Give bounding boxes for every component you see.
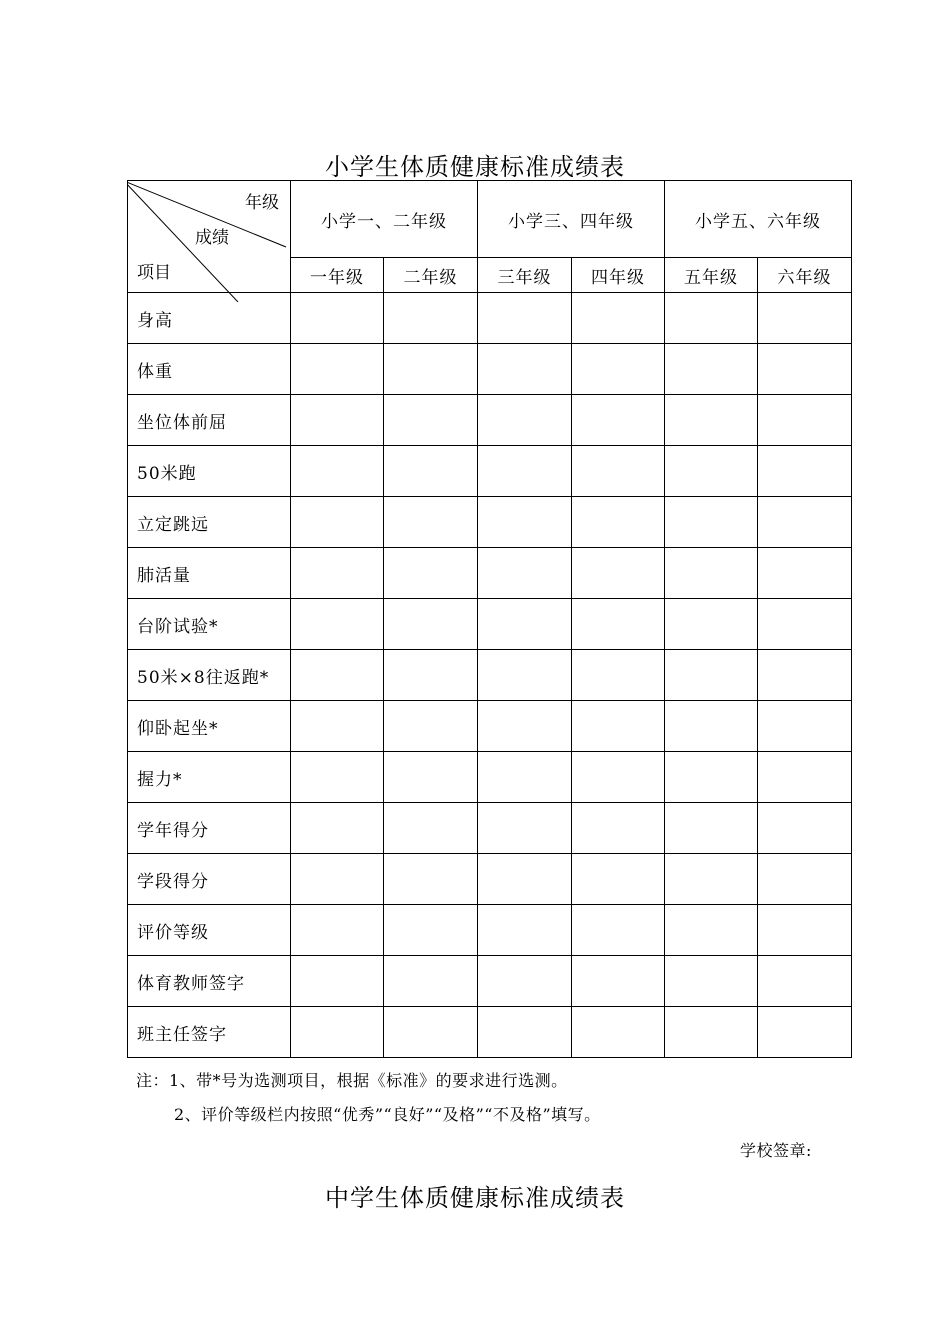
score-cell[interactable] <box>478 497 572 548</box>
score-cell[interactable] <box>384 293 478 344</box>
score-cell[interactable] <box>384 803 478 854</box>
row-label: 50米跑 <box>128 446 291 497</box>
score-cell[interactable] <box>478 650 572 701</box>
year-header: 五年级 <box>665 258 758 293</box>
table-row <box>128 548 852 599</box>
score-cell[interactable] <box>758 599 852 650</box>
score-cell[interactable] <box>291 905 384 956</box>
score-cell[interactable] <box>291 344 384 395</box>
year-header: 三年级 <box>478 258 572 293</box>
row-label: 50米×8往返跑* <box>128 650 291 701</box>
score-cell[interactable] <box>665 650 758 701</box>
score-cell[interactable] <box>665 752 758 803</box>
score-cell[interactable] <box>291 854 384 905</box>
score-cell[interactable] <box>572 293 665 344</box>
table-row <box>128 956 852 1007</box>
row-label: 握力* <box>128 752 291 803</box>
score-cell[interactable] <box>478 1007 572 1058</box>
score-cell[interactable] <box>384 905 478 956</box>
score-cell[interactable] <box>572 701 665 752</box>
score-cell[interactable] <box>478 905 572 956</box>
score-cell[interactable] <box>758 344 852 395</box>
corner-item-label: 项目 <box>137 263 171 283</box>
score-table <box>127 180 852 1058</box>
score-cell[interactable] <box>665 599 758 650</box>
score-cell[interactable] <box>478 344 572 395</box>
score-cell[interactable] <box>291 752 384 803</box>
score-cell[interactable] <box>758 497 852 548</box>
score-cell[interactable] <box>291 1007 384 1058</box>
score-cell[interactable] <box>572 497 665 548</box>
row-label: 立定跳远 <box>128 497 291 548</box>
row-label: 台阶试验* <box>128 599 291 650</box>
year-header: 六年级 <box>758 258 852 293</box>
table-row <box>128 446 852 497</box>
score-cell[interactable] <box>758 803 852 854</box>
table-row <box>128 701 852 752</box>
score-cell[interactable] <box>291 599 384 650</box>
score-cell[interactable] <box>758 956 852 1007</box>
table-row <box>128 854 852 905</box>
score-cell[interactable] <box>758 650 852 701</box>
score-cell[interactable] <box>384 446 478 497</box>
group-header: 小学五、六年级 <box>665 181 852 258</box>
score-cell[interactable] <box>758 293 852 344</box>
table-row <box>128 599 852 650</box>
row-label: 体育教师签字 <box>128 956 291 1007</box>
score-cell[interactable] <box>384 548 478 599</box>
year-header: 二年级 <box>384 258 478 293</box>
score-cell[interactable] <box>758 548 852 599</box>
score-cell[interactable] <box>384 650 478 701</box>
year-header: 四年级 <box>572 258 665 293</box>
score-cell[interactable] <box>572 446 665 497</box>
school-stamp-label: 学校签章: <box>740 1141 812 1160</box>
score-cell[interactable] <box>758 395 852 446</box>
score-cell[interactable] <box>384 1007 478 1058</box>
score-cell[interactable] <box>291 956 384 1007</box>
score-cell[interactable] <box>384 395 478 446</box>
score-cell[interactable] <box>572 395 665 446</box>
table-row <box>128 344 852 395</box>
score-cell[interactable] <box>758 446 852 497</box>
score-cell[interactable] <box>665 293 758 344</box>
table-row <box>128 905 852 956</box>
row-label: 肺活量 <box>128 548 291 599</box>
score-cell[interactable] <box>665 803 758 854</box>
table-row <box>128 395 852 446</box>
score-cell[interactable] <box>665 1007 758 1058</box>
score-cell[interactable] <box>291 446 384 497</box>
row-label: 体重 <box>128 344 291 395</box>
secondary-title: 中学生体质健康标准成绩表 <box>325 1184 625 1212</box>
score-cell[interactable] <box>384 344 478 395</box>
score-cell[interactable] <box>291 395 384 446</box>
score-cell[interactable] <box>478 803 572 854</box>
score-cell[interactable] <box>665 395 758 446</box>
row-label: 学段得分 <box>128 854 291 905</box>
row-label: 班主任签字 <box>128 1007 291 1058</box>
score-cell[interactable] <box>758 701 852 752</box>
score-cell[interactable] <box>758 752 852 803</box>
score-cell[interactable] <box>384 701 478 752</box>
score-cell[interactable] <box>665 497 758 548</box>
row-label: 仰卧起坐* <box>128 701 291 752</box>
score-cell[interactable] <box>478 599 572 650</box>
score-cell[interactable] <box>572 854 665 905</box>
row-label: 坐位体前屈 <box>128 395 291 446</box>
score-cell[interactable] <box>384 599 478 650</box>
table-row <box>128 752 852 803</box>
year-header: 一年级 <box>291 258 384 293</box>
score-cell[interactable] <box>478 395 572 446</box>
row-label: 学年得分 <box>128 803 291 854</box>
note-line-2: 2、评价等级栏内按照“优秀”“良好”“及格”“不及格”填写。 <box>174 1105 601 1124</box>
row-label: 身高 <box>128 293 291 344</box>
score-cell[interactable] <box>572 650 665 701</box>
score-cell[interactable] <box>384 497 478 548</box>
score-cell[interactable] <box>665 446 758 497</box>
score-cell[interactable] <box>572 548 665 599</box>
corner-score-label: 成绩 <box>195 228 229 248</box>
score-cell[interactable] <box>665 701 758 752</box>
score-cell[interactable] <box>572 752 665 803</box>
table-row <box>128 497 852 548</box>
score-cell[interactable] <box>478 701 572 752</box>
score-cell[interactable] <box>665 905 758 956</box>
page-title: 小学生体质健康标准成绩表 <box>325 153 625 181</box>
score-cell[interactable] <box>384 854 478 905</box>
score-cell[interactable] <box>384 752 478 803</box>
score-cell[interactable] <box>291 293 384 344</box>
table-row <box>128 650 852 701</box>
score-cell[interactable] <box>291 497 384 548</box>
score-cell[interactable] <box>572 956 665 1007</box>
row-label: 评价等级 <box>128 905 291 956</box>
score-cell[interactable] <box>478 854 572 905</box>
score-cell[interactable] <box>384 956 478 1007</box>
score-cell[interactable] <box>478 293 572 344</box>
score-cell[interactable] <box>572 1007 665 1058</box>
group-header: 小学一、二年级 <box>291 181 478 258</box>
score-cell[interactable] <box>572 344 665 395</box>
score-cell[interactable] <box>478 956 572 1007</box>
note-line-1: 注：1、带*号为选测项目，根据《标准》的要求进行选测。 <box>136 1071 568 1090</box>
score-cell[interactable] <box>291 650 384 701</box>
score-cell[interactable] <box>572 905 665 956</box>
corner-header-cell <box>128 181 291 293</box>
score-cell[interactable] <box>291 803 384 854</box>
table-row <box>128 1007 852 1058</box>
score-cell[interactable] <box>478 446 572 497</box>
score-cell[interactable] <box>665 344 758 395</box>
score-cell[interactable] <box>572 803 665 854</box>
score-cell[interactable] <box>665 956 758 1007</box>
score-cell[interactable] <box>758 854 852 905</box>
score-cell[interactable] <box>291 548 384 599</box>
score-cell[interactable] <box>758 905 852 956</box>
table-row <box>128 803 852 854</box>
score-cell[interactable] <box>665 854 758 905</box>
group-header: 小学三、四年级 <box>478 181 665 258</box>
score-cell[interactable] <box>478 548 572 599</box>
score-cell[interactable] <box>572 599 665 650</box>
corner-grade-label: 年级 <box>245 193 279 213</box>
score-cell[interactable] <box>665 548 758 599</box>
score-cell[interactable] <box>758 1007 852 1058</box>
score-cell[interactable] <box>291 701 384 752</box>
score-cell[interactable] <box>478 752 572 803</box>
